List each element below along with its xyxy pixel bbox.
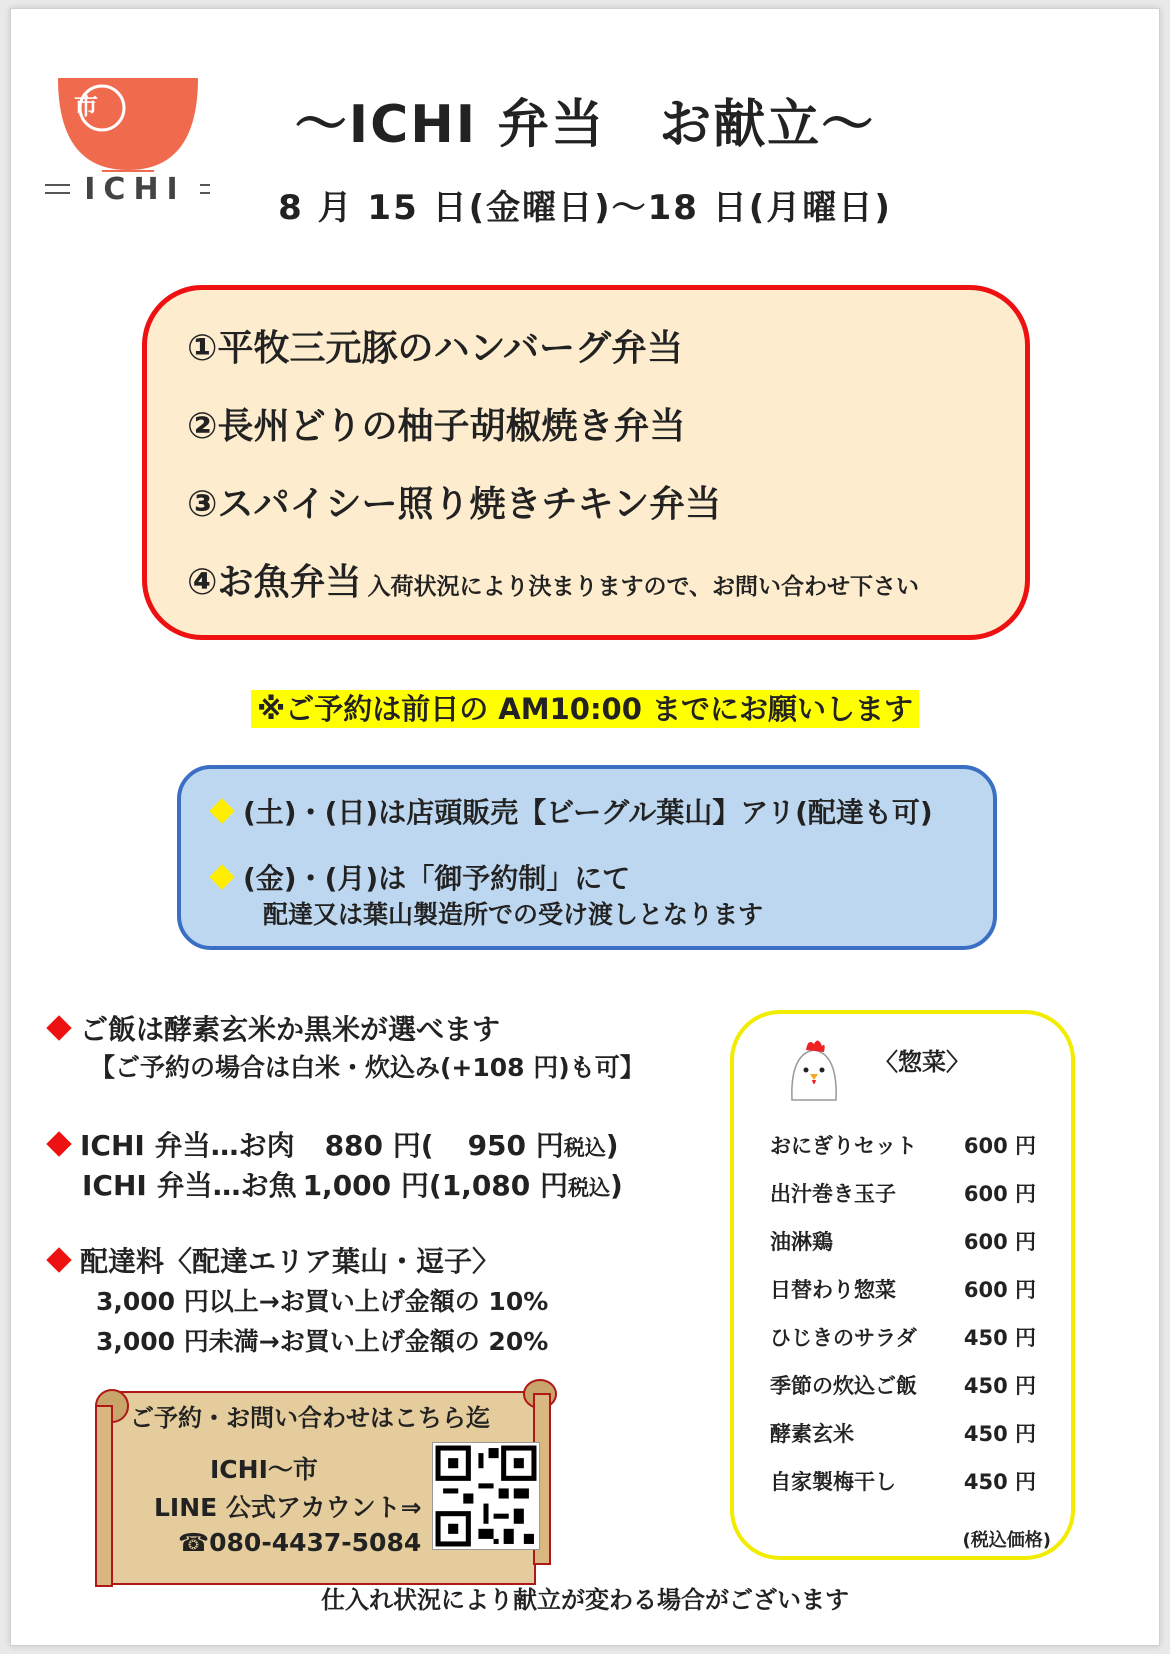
list-item bbox=[770, 1274, 1050, 1304]
red-diamond-icon bbox=[46, 1131, 71, 1156]
reservation-deadline bbox=[0, 687, 1170, 728]
side-dishes-title: 〈惣菜〉 bbox=[874, 1048, 970, 1076]
sales-info-box bbox=[177, 765, 997, 950]
red-diamond-icon bbox=[46, 1015, 71, 1040]
menu-item-label: ①平牧三元豚のハンバーグ弁当 bbox=[187, 328, 683, 369]
weekday-sales bbox=[213, 857, 630, 897]
weekend-sales bbox=[213, 791, 933, 831]
menu-item-label: ②長州どりの柚子胡椒焼き弁当 bbox=[187, 406, 686, 447]
weekday-sales-sub: 配達又は葉山製造所での受け渡しとなります bbox=[263, 900, 764, 929]
contact-line2: LINE 公式アカウント⇒ bbox=[154, 1493, 422, 1522]
side-dishes-box bbox=[730, 1010, 1075, 1560]
side-price: 600 円 bbox=[963, 1278, 1036, 1302]
price-close: ) bbox=[605, 1129, 619, 1162]
side-name: 日替わり惣菜 bbox=[770, 1278, 896, 1302]
contact-phone[interactable]: ☎080-4437-5084 bbox=[178, 1528, 422, 1557]
price-fish-label: ICHI 弁当…お魚 bbox=[82, 1169, 297, 1202]
price-meat-label: ICHI 弁当…お肉 bbox=[80, 1129, 295, 1162]
delivery-info bbox=[50, 1240, 500, 1280]
menu-item bbox=[187, 476, 721, 527]
price-close: ) bbox=[610, 1169, 623, 1202]
side-price: 450 円 bbox=[963, 1374, 1036, 1398]
price-meat bbox=[50, 1124, 619, 1164]
weekend-sales-text: (土)・(日)は店頭販売【ビーグル葉山】アリ(配達も可) bbox=[243, 796, 933, 829]
side-name: 季節の炊込ご飯 bbox=[770, 1374, 917, 1398]
tax-suffix: 税込 bbox=[568, 1176, 611, 1200]
tax-footnote: (税込価格) bbox=[962, 1530, 1051, 1551]
date-range: 8 月 15 日(金曜日)〜18 日(月曜日) bbox=[278, 188, 892, 228]
yellow-diamond-icon bbox=[209, 798, 234, 823]
price-fish-tax: 1,080 円 bbox=[441, 1169, 569, 1202]
logo-kanji: 市 bbox=[74, 92, 98, 120]
menu-item bbox=[187, 320, 683, 371]
yellow-diamond-icon bbox=[209, 864, 234, 889]
menu-box bbox=[142, 285, 1030, 640]
delivery-under: 3,000 円未満→お買い上げ金額の 20% bbox=[96, 1327, 549, 1356]
side-price: 450 円 bbox=[963, 1422, 1036, 1446]
contact-title: ご予約・お問い合わせはこちら迄 bbox=[130, 1404, 490, 1432]
red-diamond-icon bbox=[46, 1247, 71, 1272]
weekday-sales-text: (金)・(月)は「御予約制」にて bbox=[243, 862, 631, 895]
list-item bbox=[770, 1226, 1050, 1256]
side-name: おにぎりセット bbox=[770, 1134, 917, 1158]
side-name: 油淋鶏 bbox=[770, 1230, 833, 1254]
menu-item-label: ③スパイシー照り焼きチキン弁当 bbox=[187, 484, 722, 525]
side-name: 自家製梅干し bbox=[770, 1470, 896, 1494]
delivery-main: 配達料〈配達エリア葉山・逗子〉 bbox=[80, 1245, 501, 1278]
side-price: 450 円 bbox=[963, 1326, 1036, 1350]
list-item bbox=[770, 1178, 1050, 1208]
menu-item bbox=[187, 398, 685, 449]
side-name: 酵素玄米 bbox=[770, 1422, 854, 1446]
price-fish bbox=[82, 1164, 623, 1204]
side-price: 450 円 bbox=[963, 1470, 1036, 1494]
rice-main: ご飯は酵素玄米か黒米が選べます bbox=[80, 1013, 501, 1046]
menu-item bbox=[187, 554, 919, 605]
page-title: 〜ICHI 弁当 お献立〜 bbox=[294, 95, 876, 155]
qr-code-icon[interactable] bbox=[432, 1442, 540, 1550]
menu-item-label: ④お魚弁当 bbox=[187, 562, 362, 603]
side-name: ひじきのサラダ bbox=[770, 1326, 917, 1350]
price-fish-value: 1,000 円( bbox=[302, 1169, 442, 1202]
rice-sub: 【ご予約の場合は白米・炊込み(+108 円)も可】 bbox=[90, 1053, 645, 1082]
contact-line1: ICHI〜市 bbox=[210, 1455, 318, 1484]
chicken-icon bbox=[784, 1034, 844, 1104]
menu-item-note: 入荷状況により決まりますので、お問い合わせ下さい bbox=[367, 574, 920, 600]
list-item bbox=[770, 1466, 1050, 1496]
side-name: 出汁巻き玉子 bbox=[770, 1182, 896, 1206]
list-item bbox=[770, 1130, 1050, 1160]
tax-suffix: 税込 bbox=[563, 1136, 606, 1160]
list-item bbox=[770, 1322, 1050, 1352]
side-price: 600 円 bbox=[963, 1230, 1036, 1254]
deadline-text: ※ご予約は前日の AM10:00 までにお願いします bbox=[251, 690, 919, 728]
side-price: 600 円 bbox=[963, 1182, 1036, 1206]
price-meat-tax: 950 円 bbox=[467, 1129, 564, 1162]
footer-note: 仕入れ状況により献立が変わる場合がございます bbox=[321, 1586, 849, 1614]
side-price: 600 円 bbox=[963, 1134, 1036, 1158]
list-item bbox=[770, 1418, 1050, 1448]
list-item bbox=[770, 1370, 1050, 1400]
delivery-over: 3,000 円以上→お買い上げ金額の 10% bbox=[96, 1287, 549, 1316]
logo-text: ICHI bbox=[70, 172, 200, 207]
price-meat-value: 880 円( bbox=[324, 1129, 434, 1162]
rice-info bbox=[50, 1008, 500, 1048]
